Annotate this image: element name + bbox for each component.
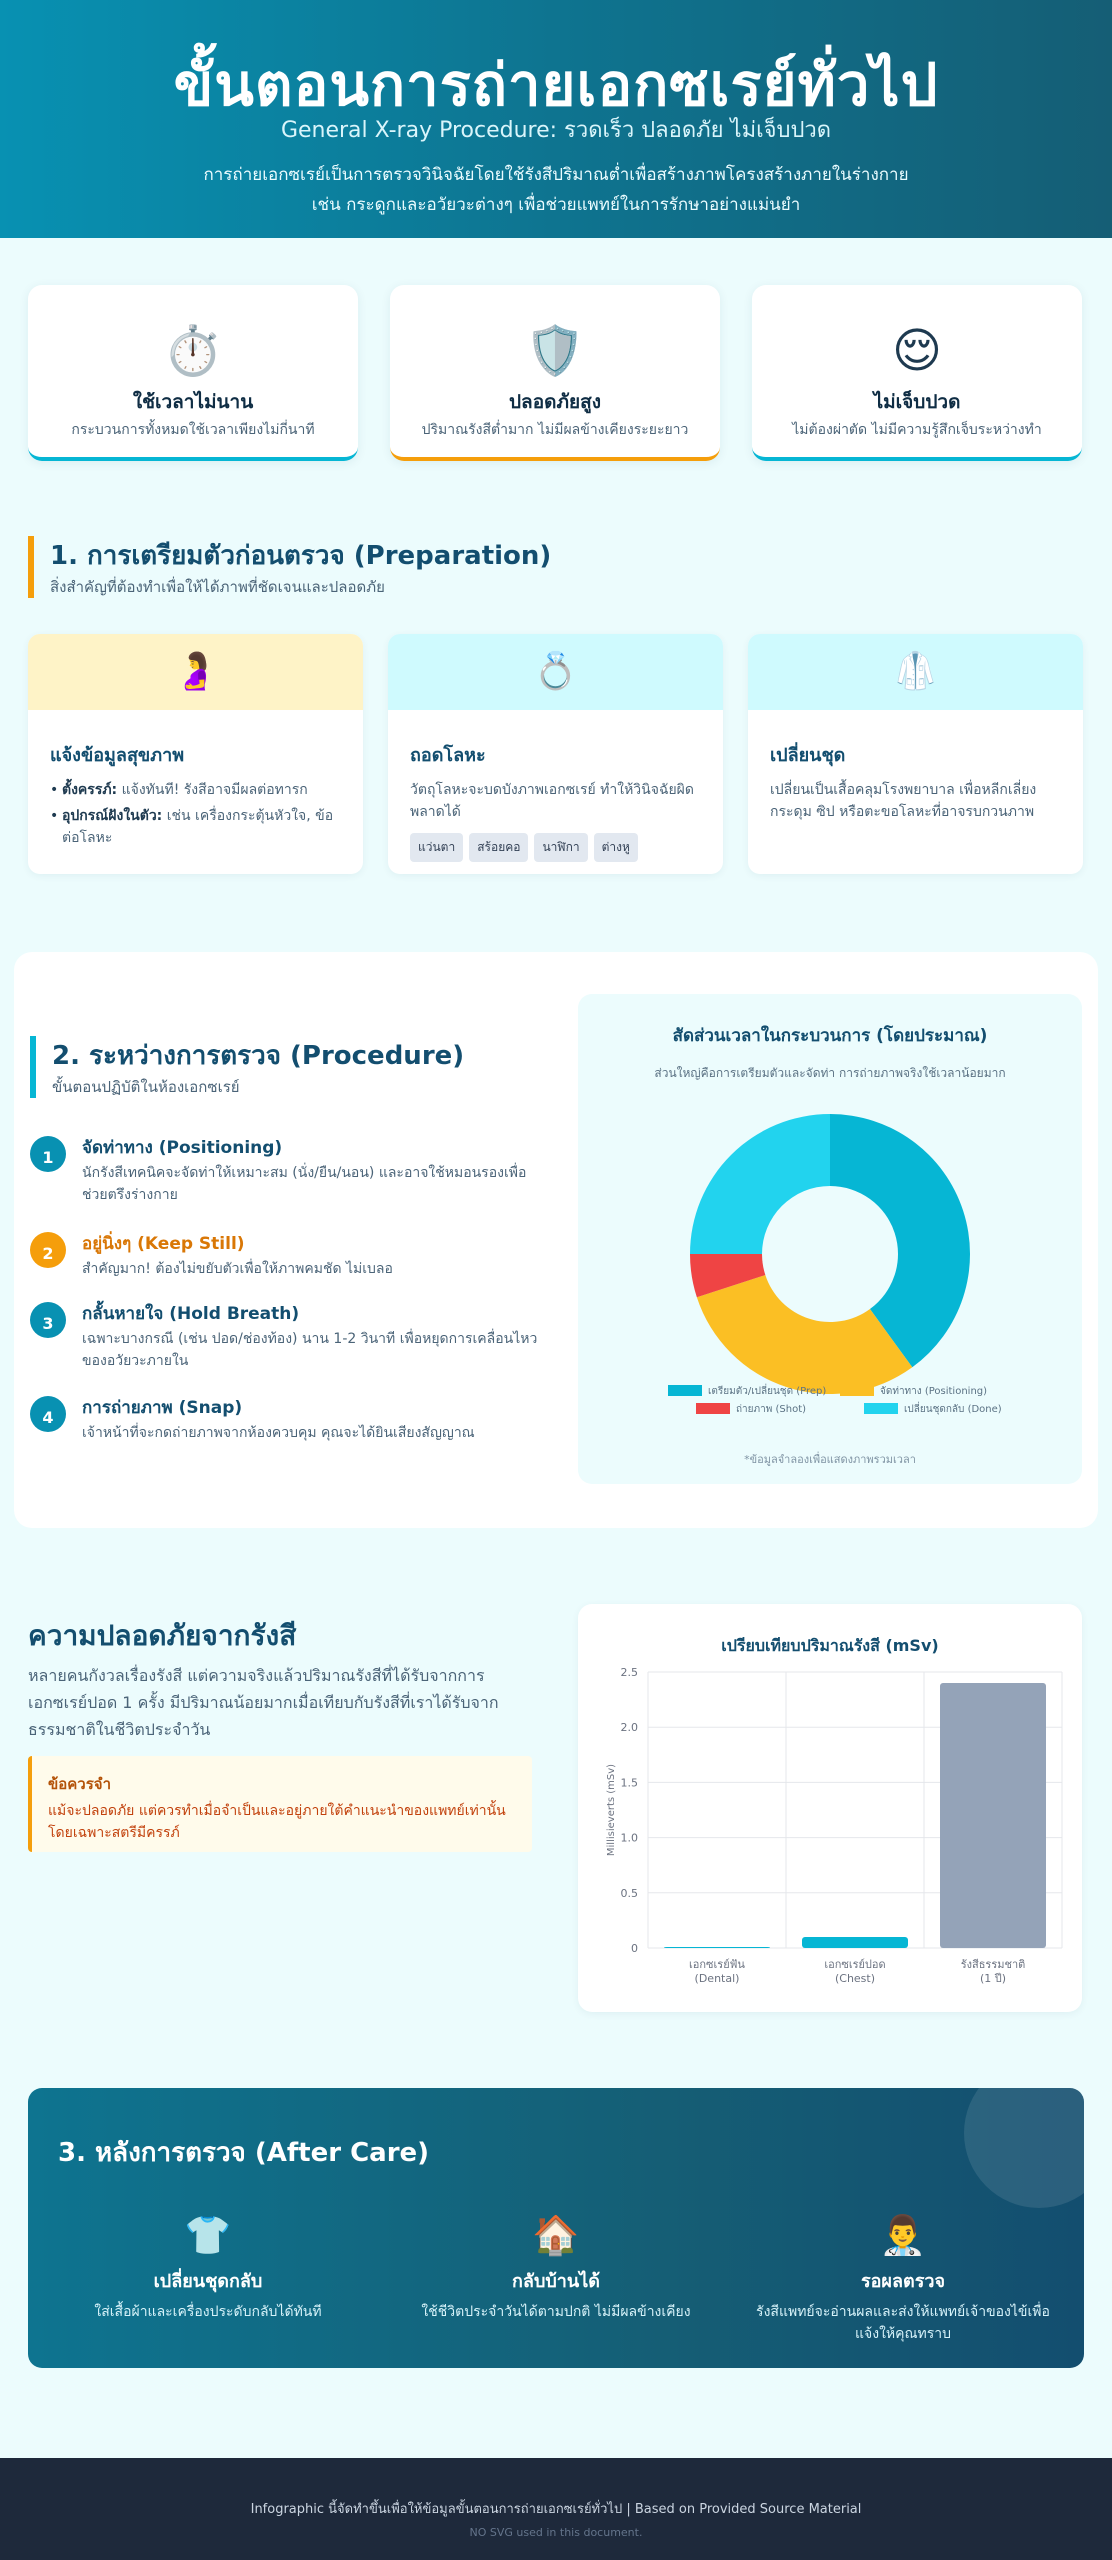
step-title: กลั้นหายใจ (Hold Breath): [82, 1304, 300, 1324]
legend-swatch: [840, 1385, 874, 1396]
highlight-card-safety: [390, 285, 720, 461]
tag: ต่างหู: [594, 833, 638, 862]
metal-tags: [410, 833, 723, 862]
y-tick-label: 2.0: [620, 1721, 638, 1735]
pregnant-icon: 🤰: [28, 634, 363, 710]
after-care-desc: ใช้ชีวิตประจำวันได้ตามปกติ ไม่มีผลข้างเคียง: [421, 2304, 691, 2320]
footer-note: NO SVG used in this document.: [469, 2526, 643, 2539]
highlight-desc: กระบวนการทั้งหมดใช้เวลาเพียงไม่กี่นาที: [71, 422, 315, 438]
bar: [940, 1683, 1046, 1948]
x-tick-label: เอกซเรย์ฟัน: [689, 1958, 745, 1971]
x-tick-label: รังสีธรรมชาติ: [960, 1958, 1026, 1971]
after-care-desc: รังสีแพทย์จะอ่านผลและส่งให้แพทย์เจ้าของไข้เพื่อแจ้งให้คุณทราบ: [756, 2304, 1050, 2342]
list-item: • อุปกรณ์ฝังในตัว: เช่น เครื่องกระตุ้นหัวใจ, ข้อต่อโลหะ: [50, 805, 341, 849]
highlight-title: ปลอดภัยสูง: [509, 391, 601, 413]
prep-card-desc: วัตถุโลหะจะบดบังภาพเอกซเรย์ ทำให้วินิจฉัยผิดพลาดได้: [410, 782, 694, 820]
intro-text: การถ่ายเอกซเรย์เป็นการตรวจวินิจฉัยโดยใช้รังสีปริมาณต่ำเพื่อสร้างภาพโครงสร้างภายในร่างกาย เช่น กระดูกและอวัยวะต่างๆ เพื่อช่วยแพทย์ในการรักษาอย่างแม่นยำ: [203, 165, 909, 215]
tag: แว่นตา: [410, 833, 463, 862]
step-title: การถ่ายภาพ (Snap): [82, 1398, 243, 1418]
bar: [664, 1947, 770, 1948]
house-icon: 🏠: [532, 2213, 580, 2257]
relieved-face-icon: 😌: [891, 323, 943, 379]
y-tick-label: 1.5: [620, 1776, 638, 1790]
section-prep-heading: [28, 536, 551, 598]
y-tick-label: 0: [631, 1942, 638, 1955]
y-tick-label: 2.5: [620, 1666, 638, 1679]
step-desc: สำคัญมาก! ต้องไม่ขยับตัวเพื่อให้ภาพคมชัด ไม่เบลอ: [82, 1261, 393, 1277]
footer-text: Infographic นี้จัดทำขึ้นเพื่อให้ข้อมูลขั้นตอนการถ่ายเอกซเรย์ทั่วไป | Based on Provided Source Material: [250, 2502, 862, 2517]
section-subtitle: ขั้นตอนปฏิบัติในห้องเอกซเรย์: [52, 1078, 240, 1096]
step-title: จัดท่าทาง (Positioning): [82, 1138, 283, 1158]
step-desc: เจ้าหน้าที่จะกดถ่ายภาพจากห้องควบคุม คุณจะได้ยินเสียงสัญญาณ: [82, 1425, 475, 1441]
prep-card-title: เปลี่ยนชุด: [770, 745, 846, 766]
pie-slice: [697, 1275, 912, 1394]
pie-slice: [690, 1114, 830, 1254]
prep-card-health: [28, 634, 363, 874]
step-desc: เฉพาะบางกรณี (เช่น ปอด/ช่องท้อง) นาน 1-2 วินาที เพื่อหยุดการเคลื่อนไหวของอวัยวะภายใน: [82, 1331, 538, 1369]
radiation-dose-chart: [578, 1604, 1082, 2012]
section-title: 3. หลังการตรวจ (After Care): [58, 2138, 430, 2168]
bar-chart: [578, 1604, 1082, 2012]
tag: สร้อยคอ: [469, 833, 528, 862]
step-number: 1: [30, 1136, 66, 1172]
page-title: ขั้นตอนการถ่ายเอกซเรย์ทั่วไป: [173, 51, 939, 119]
legend-swatch: [696, 1403, 730, 1414]
after-care-title: รอผลตรวจ: [860, 2271, 946, 2292]
after-care-title: กลับบ้านได้: [512, 2271, 600, 2292]
footer: [0, 2458, 1112, 2560]
list-item: • ตั้งครรภ์: แจ้งทันที! รังสีอาจมีผลต่อทารก: [50, 779, 341, 801]
after-care-item: [58, 2213, 358, 2323]
procedure-step: [30, 1136, 550, 1206]
bar: [802, 1937, 908, 1948]
after-care-section: [28, 2088, 1084, 2368]
shield-icon: 🛡️: [525, 323, 585, 379]
header-banner: [0, 0, 1112, 238]
reminder-box: [28, 1756, 532, 1852]
highlight-title: ใช้เวลาไม่นาน: [132, 391, 254, 413]
highlight-desc: ปริมาณรังสีต่ำมาก ไม่มีผลข้างเคียงระยะยาว: [421, 422, 689, 438]
after-care-title: เปลี่ยนชุดกลับ: [153, 2271, 263, 2292]
chart-title: เปรียบเทียบปริมาณรังสี (mSv): [721, 1636, 939, 1655]
step-number: 2: [30, 1232, 66, 1268]
decorative-circle: [964, 2088, 1084, 2208]
prep-card-metal: [388, 634, 723, 874]
reminder-text: แม้จะปลอดภัย แต่ควรทำเมื่อจำเป็นและอยู่ภายใต้คำแนะนำของแพทย์เท่านั้น โดยเฉพาะสตรีมีครรภ์: [48, 1803, 506, 1841]
highlight-title: ไม่เจ็บปวด: [873, 391, 961, 413]
legend-label: เตรียมตัว/เปลี่ยนชุด (Prep): [708, 1386, 827, 1397]
step-desc: นักรังสีเทคนิคจะจัดท่าให้เหมาะสม (นั่ง/ยืน/นอน) และอาจใช้หมอนรองเพื่อช่วยตรึงร่างกาย: [82, 1165, 527, 1203]
y-tick-label: 0.5: [620, 1886, 638, 1900]
chart-title: สัดส่วนเวลาในกระบวนการ (โดยประมาณ): [672, 1026, 988, 1046]
x-tick-label: เอกซเรย์ปอด: [824, 1958, 886, 1971]
x-tick-label: (Dental): [694, 1972, 740, 1985]
stopwatch-icon: ⏱️: [163, 323, 223, 379]
doctor-icon: 👨‍⚕️: [879, 2213, 927, 2257]
reminder-title: ข้อควรจำ: [48, 1775, 111, 1793]
after-care-item: [406, 2213, 706, 2323]
highlight-card-time: [28, 285, 358, 461]
ring-icon: 💍: [388, 634, 723, 710]
section-title: 2. ระหว่างการตรวจ (Procedure): [52, 1041, 465, 1071]
procedure-section: [14, 952, 1098, 1528]
tag: นาฬิกา: [534, 833, 587, 862]
after-care-desc: ใส่เสื้อผ้าและเครื่องประดับกลับได้ทันที: [94, 2304, 322, 2320]
legend-swatch: [864, 1403, 898, 1414]
prep-card-desc: เปลี่ยนเป็นเสื้อคลุมโรงพยาบาล เพื่อหลีกเลี่ยงกระดุม ซิป หรือตะขอโลหะที่อาจรบกวนภาพ: [770, 782, 1037, 820]
section-subtitle: สิ่งสำคัญที่ต้องทำเพื่อให้ได้ภาพที่ชัดเจนและปลอดภัย: [50, 578, 385, 596]
legend-label: เปลี่ยนชุดกลับ (Done): [904, 1404, 1002, 1415]
highlight-desc: ไม่ต้องผ่าตัด ไม่มีความรู้สึกเจ็บระหว่างทำ: [792, 422, 1042, 438]
page-subtitle: General X-ray Procedure: รวดเร็ว ปลอดภัย ไม่เจ็บปวด: [280, 118, 832, 143]
tshirt-icon: 👕: [184, 2213, 232, 2257]
prep-card-title: แจ้งข้อมูลสุขภาพ: [50, 745, 185, 766]
y-axis-label: Millisieverts (mSv): [606, 1763, 617, 1857]
safety-title: ความปลอดภัยจากรังสี: [28, 1619, 297, 1652]
procedure-step: [30, 1396, 550, 1444]
safety-text: หลายคนกังวลเรื่องรังสี แต่ความจริงแล้วปริมาณรังสีที่ได้รับจากการเอกซเรย์ปอด 1 ครั้ง มีปริมาณน้อยมากเมื่อเทียบกับรังสีที่เราได้รับจากธรรมชาติในชีวิตประจำวัน: [28, 1666, 499, 1739]
chart-note: *ข้อมูลจำลองเพื่อแสดงภาพรวมเวลา: [744, 1453, 916, 1466]
prep-card-gown: [748, 634, 1083, 874]
legend-swatch: [668, 1385, 702, 1396]
y-tick-label: 1.0: [620, 1831, 638, 1845]
legend-label: จัดท่าทาง (Positioning): [880, 1386, 988, 1397]
x-tick-label: (1 ปี): [979, 1972, 1007, 1985]
chart-subtitle: ส่วนใหญ่คือการเตรียมตัวและจัดท่า การถ่ายภาพจริงใช้เวลาน้อยมาก: [654, 1066, 1006, 1080]
section-title: 1. การเตรียมตัวก่อนตรวจ (Preparation): [50, 541, 552, 571]
step-number: 4: [30, 1396, 66, 1432]
procedure-step: [30, 1302, 550, 1372]
step-number: 3: [30, 1302, 66, 1338]
highlight-card-painless: [752, 285, 1082, 461]
section-procedure-heading: [30, 1036, 464, 1098]
procedure-step: [30, 1232, 550, 1280]
prep-card-title: ถอดโลหะ: [410, 745, 486, 766]
time-proportion-chart: [578, 994, 1082, 1484]
step-title: อยู่นิ่งๆ (Keep Still): [82, 1234, 245, 1254]
lab-coat-icon: 🥼: [748, 634, 1083, 710]
x-tick-label: (Chest): [834, 1972, 876, 1985]
after-care-item: [748, 2213, 1058, 2345]
legend-label: ถ่ายภาพ (Shot): [736, 1404, 807, 1415]
